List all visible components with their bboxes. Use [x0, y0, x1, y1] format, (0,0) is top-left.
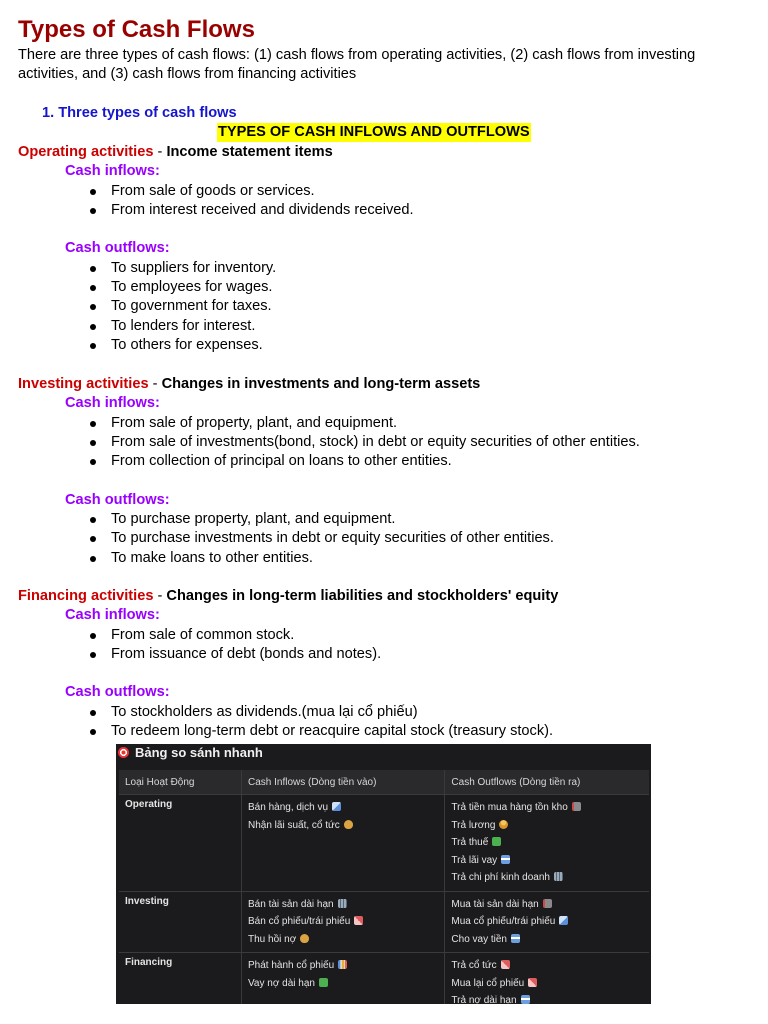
cell-line: [451, 834, 643, 852]
list-item: To make loans to other entities.: [18, 549, 753, 568]
cell-line: [451, 975, 643, 993]
outflows-label: Cash outflows:: [65, 684, 170, 701]
cell-text: Trả chi phí kinh doanh: [451, 872, 550, 883]
cell-line: [451, 931, 643, 949]
money-bag-icon: [300, 934, 309, 943]
comparison-table-image: [116, 744, 651, 1004]
outflows-label: Cash outflows:: [65, 491, 170, 508]
inflows-cell: [242, 891, 445, 953]
comparison-title-text: Bảng so sánh nhanh: [135, 745, 263, 760]
chart-up-icon: [332, 802, 341, 811]
cell-line: [248, 975, 438, 993]
money-bag-icon: [344, 820, 353, 829]
card-icon: [521, 995, 530, 1004]
cell-line: [248, 817, 438, 835]
intro-paragraph: There are three types of cash flows: (1) cash flows from operating activities, (2) cash flows from investing activities, and (3) cash flows from financing activities: [18, 47, 696, 83]
cell-text: Mua tài sản dài hạn: [451, 898, 539, 910]
cell-text: Trả lãi vay: [451, 854, 498, 866]
cell-line: [451, 799, 643, 817]
outflows-cell: [445, 891, 649, 953]
target-icon: [118, 747, 129, 758]
inflows-label: Cash inflows:: [65, 607, 160, 624]
table-header-row: [119, 770, 649, 795]
factory-icon: [572, 802, 581, 811]
inflows-list: [18, 414, 753, 472]
list-item: From sale of goods or services.: [18, 182, 753, 201]
banner-heading: TYPES OF CASH INFLOWS AND OUTFLOWS: [217, 123, 531, 142]
list-item: From collection of principal on loans to other entities.: [18, 452, 753, 471]
inflows-list: [18, 626, 753, 665]
cell-line: [451, 957, 643, 975]
cell-text: Phát hành cổ phiếu: [248, 960, 335, 971]
activity-name: Financing activities: [18, 588, 154, 604]
page-title: Types of Cash Flows: [18, 16, 255, 43]
cell-line: [451, 992, 643, 1004]
inflows-label: Cash inflows:: [65, 163, 160, 180]
building-icon: [338, 899, 347, 908]
card-icon: [511, 934, 520, 943]
cell-line: [451, 913, 643, 931]
inflows-list: [18, 182, 753, 221]
cash-icon: [492, 837, 501, 846]
cell-text: Nhận lãi suất, cổ tức: [248, 819, 340, 831]
cell-text: Trả nợ dài hạn: [451, 995, 517, 1004]
activity-type-cell: Financing: [119, 953, 242, 1005]
cell-line: [451, 852, 643, 870]
table-row: [119, 953, 649, 1005]
comparison-table: [119, 770, 649, 1004]
list-item: To government for taxes.: [18, 297, 753, 316]
inflows-cell: [242, 795, 445, 892]
column-header: Loại Hoạt Động: [119, 770, 242, 795]
cell-text: Thu hồi nợ: [248, 933, 297, 945]
table-row: [119, 795, 649, 892]
cell-text: Cho vay tiền: [451, 933, 507, 945]
numbered-heading: 1. Three types of cash flows: [42, 105, 237, 121]
cash-icon: [319, 978, 328, 987]
cell-text: Mua cổ phiếu/trái phiếu: [451, 916, 556, 927]
investing-section: [18, 375, 753, 568]
chart-down-icon: [354, 916, 363, 925]
card-icon: [501, 855, 510, 864]
activity-description: Changes in investments and long-term assets: [161, 376, 481, 392]
cell-line: [248, 799, 438, 817]
activity-description: Changes in long-term liabilities and stockholders' equity: [166, 588, 559, 604]
operating-section: [18, 143, 753, 355]
list-item: From sale of investments(bond, stock) in debt or equity securities of other entities.: [18, 433, 753, 452]
table-row: [119, 891, 649, 953]
column-header: Cash Inflows (Dòng tiền vào): [242, 770, 445, 795]
outflows-list: [18, 703, 753, 742]
activity-type-cell: Investing: [119, 891, 242, 953]
cell-line: [248, 896, 438, 914]
column-header: Cash Outflows (Dòng tiền ra): [445, 770, 649, 795]
list-item: From sale of property, plant, and equipment.: [18, 414, 753, 433]
list-item: To purchase property, plant, and equipment.: [18, 510, 753, 529]
chart-down-icon: [528, 978, 537, 987]
cell-text: Trả lương: [451, 819, 496, 831]
outflows-label: Cash outflows:: [65, 240, 170, 257]
activity-heading: Operating activities - Income statement items: [18, 144, 333, 160]
cell-text: Bán hàng, dịch vụ: [248, 802, 329, 813]
cell-line: [451, 896, 643, 914]
inflows-label: Cash inflows:: [65, 395, 160, 412]
chart-down-icon: [501, 960, 510, 969]
cell-line: [248, 913, 438, 931]
cell-text: Mua lại cổ phiếu: [451, 977, 525, 989]
outflows-list: [18, 259, 753, 355]
activity-heading: Financing activities - Changes in long-term liabilities and stockholders' equity: [18, 588, 559, 604]
list-item: To stockholders as dividends.(mua lại cổ phiếu): [18, 703, 753, 722]
list-item: To lenders for interest.: [18, 317, 753, 336]
list-item: To redeem long-term debt or reacquire capital stock (treasury stock).: [18, 722, 753, 741]
list-item: To others for expenses.: [18, 336, 753, 355]
activity-type-cell: Operating: [119, 795, 242, 892]
chart-up-icon: [559, 916, 568, 925]
cell-line: [248, 957, 438, 975]
cell-text: Trả cổ tức: [451, 960, 497, 971]
cell-text: Trả thuế: [451, 837, 489, 848]
list-item: From issuance of debt (bonds and notes).: [18, 645, 753, 664]
building-icon: [554, 872, 563, 881]
person-icon: [499, 820, 508, 829]
outflows-cell: [445, 795, 649, 892]
cell-line: [451, 869, 643, 887]
comparison-title: [118, 744, 263, 766]
activity-description: Income statement items: [166, 144, 333, 160]
cell-text: Bán cổ phiếu/trái phiếu: [248, 916, 351, 927]
activity-heading: Investing activities - Changes in investments and long-term assets: [18, 376, 481, 392]
financing-section: [18, 587, 753, 741]
list-item: To purchase investments in debt or equity securities of other entities.: [18, 529, 753, 548]
cell-line: [248, 931, 438, 949]
activity-name: Investing activities: [18, 376, 149, 392]
list-item: To employees for wages.: [18, 278, 753, 297]
list-item: To suppliers for inventory.: [18, 259, 753, 278]
bars-icon: [338, 960, 347, 969]
list-item: From sale of common stock.: [18, 626, 753, 645]
cell-line: [451, 817, 643, 835]
activity-name: Operating activities: [18, 144, 154, 160]
cell-text: Trả tiền mua hàng tồn kho: [451, 802, 568, 813]
cell-text: Bán tài sản dài hạn: [248, 898, 334, 910]
outflows-cell: [445, 953, 649, 1005]
inflows-cell: [242, 953, 445, 1005]
list-item: From interest received and dividends received.: [18, 201, 753, 220]
outflows-list: [18, 510, 753, 568]
cell-text: Vay nợ dài hạn: [248, 977, 315, 989]
factory-icon: [543, 899, 552, 908]
